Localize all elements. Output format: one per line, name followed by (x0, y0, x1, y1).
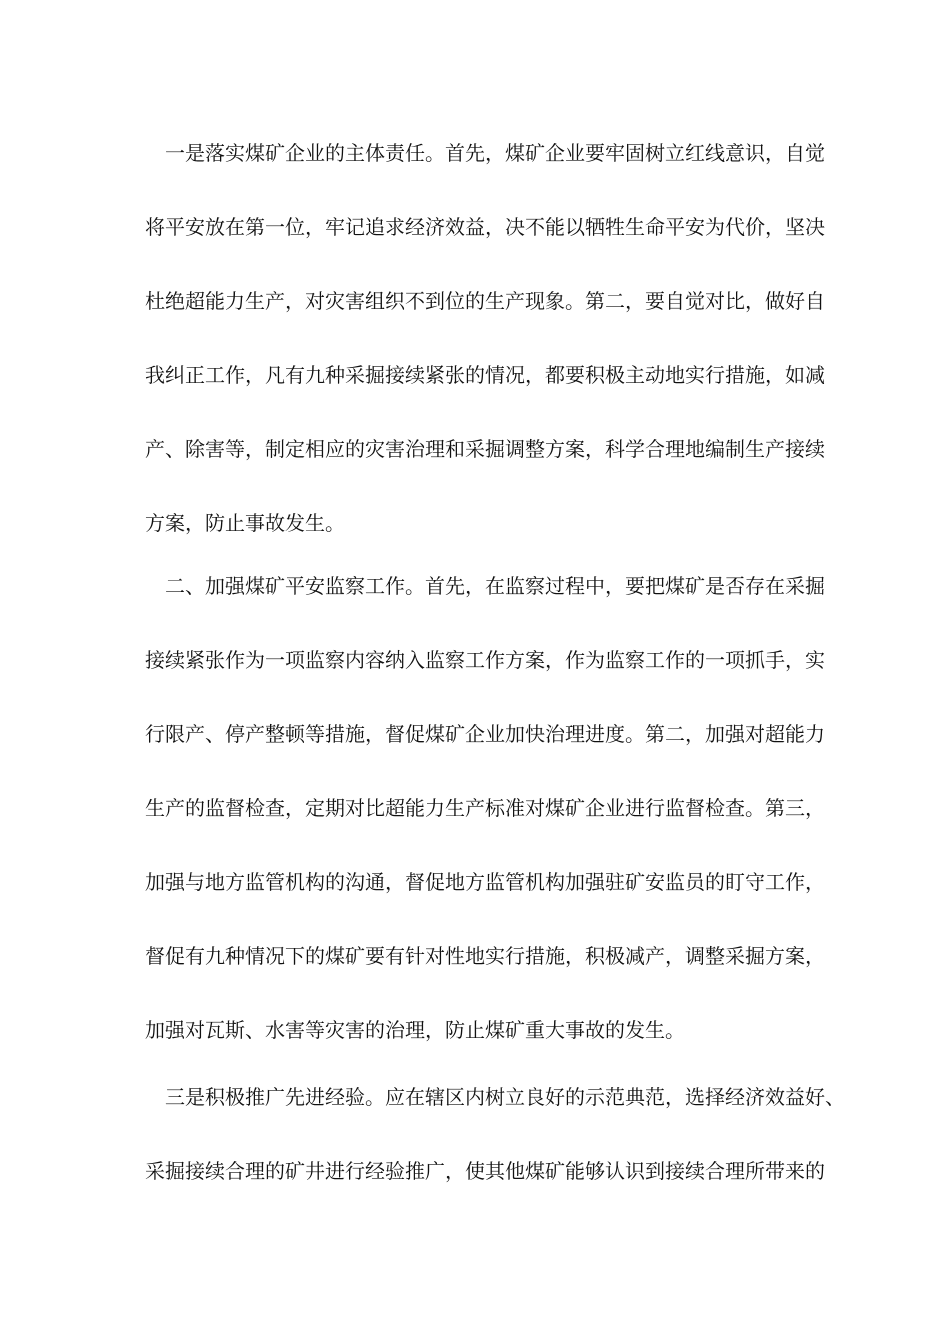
text-line: 督促有九种情况下的煤矿要有针对性地实行措施，积极减产，调整采掘方案， (145, 944, 825, 968)
text-line: 采掘接续合理的矿井进行经验推广，使其他煤矿能够认识到接续合理所带来的 (145, 1159, 825, 1183)
text-line: 一是落实煤矿企业的主体责任。首先，煤矿企业要牢固树立红线意识，自觉 (145, 141, 825, 165)
text-line: 方案，防止事故发生。 (145, 511, 345, 535)
text-line: 我纠正工作，凡有九种采掘接续紧张的情况，都要积极主动地实行措施，如减 (145, 363, 825, 387)
text-line: 行限产、停产整顿等措施，督促煤矿企业加快治理进度。第二，加强对超能力 (145, 722, 825, 746)
text-line: 二、加强煤矿平安监察工作。首先，在监察过程中，要把煤矿是否存在采掘 (145, 574, 825, 598)
text-line: 将平安放在第一位，牢记追求经济效益，决不能以牺牲生命平安为代价，坚决 (145, 215, 825, 239)
text-line: 生产的监督检查，定期对比超能力生产标准对煤矿企业进行监督检查。第三， (145, 796, 825, 820)
text-line: 三是积极推广先进经验。应在辖区内树立良好的示范典范，选择经济效益好、 (145, 1085, 845, 1109)
text-line: 杜绝超能力生产，对灾害组织不到位的生产现象。第二，要自觉对比，做好自 (145, 289, 825, 313)
text-line: 产、除害等，制定相应的灾害治理和采掘调整方案，科学合理地编制生产接续 (145, 437, 825, 461)
text-line: 接续紧张作为一项监察内容纳入监察工作方案，作为监察工作的一项抓手，实 (145, 648, 825, 672)
text-line: 加强与地方监管机构的沟通，督促地方监管机构加强驻矿安监员的盯守工作， (145, 870, 825, 894)
text-line: 加强对瓦斯、水害等灾害的治理，防止煤矿重大事故的发生。 (145, 1018, 685, 1042)
